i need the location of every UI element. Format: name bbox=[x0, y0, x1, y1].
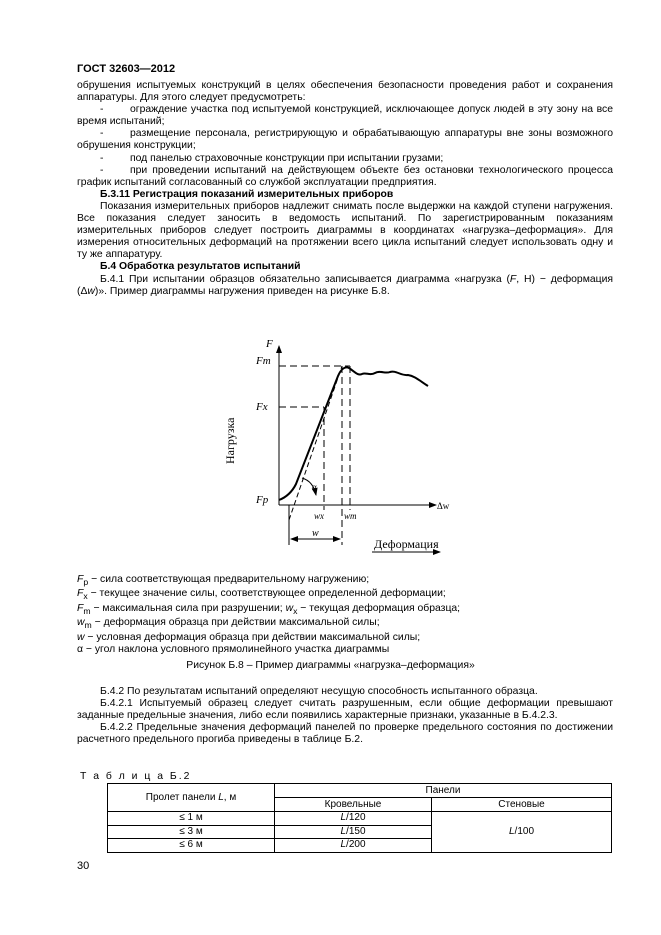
header-text: , м bbox=[223, 791, 237, 803]
cell-wall bbox=[432, 812, 612, 853]
cell-value: /200 bbox=[346, 839, 366, 851]
legend-text: − угол наклона условного прямолинейного участка диаграммы bbox=[83, 644, 390, 656]
header-text: Пролет панели bbox=[145, 791, 219, 803]
xlabel: Деформация bbox=[374, 537, 439, 551]
header-symbol: L bbox=[218, 791, 224, 803]
legend-text: − текущее значение силы, соответствующее определенной деформации; bbox=[87, 588, 446, 600]
section-heading-b311: Б.3.11 Регистрация показаний измерительных приборов bbox=[100, 188, 394, 200]
table-header-row bbox=[108, 784, 612, 798]
legend-item bbox=[77, 617, 613, 631]
bullet-dash: - bbox=[100, 152, 104, 164]
bullet-text: при проведении испытаний на действующем объекте без остановки технологического процесса график испытаний согласованный со службой эксплуатации предприятия. bbox=[77, 164, 613, 188]
cell-value: /150 bbox=[346, 825, 366, 837]
table-title: Т а б л и ц а Б.2 bbox=[80, 771, 192, 782]
cell-span: ≤ 6 м bbox=[108, 839, 275, 853]
text-fragment: )». Пример диаграммы нагружения приведен на рисунке Б.8. bbox=[94, 285, 390, 297]
bullet-text: размещение персонала, регистрирующую и обрабатывающую аппаратуры вне зоны возможного обрушения конструкции; bbox=[77, 128, 613, 152]
document-header: ГОСТ 32603—2012 bbox=[77, 63, 176, 75]
bullet-item bbox=[77, 128, 613, 152]
text-fragment: Б.4.1 При испытании образцов обязательно записывается диаграмма «нагрузка ( bbox=[100, 273, 510, 285]
legend-subscript: x bbox=[83, 591, 88, 602]
legend-text: − текущая деформация образца; bbox=[297, 602, 461, 614]
cell-value: /120 bbox=[346, 812, 366, 824]
legend-symbol: F bbox=[77, 588, 84, 600]
x-axis-symbol: Δw bbox=[437, 501, 450, 511]
cell-symbol: L bbox=[340, 825, 347, 837]
linear-extension bbox=[289, 366, 342, 520]
paragraph-b422: Б.4.2.2 Предельные значения деформаций панелей по проверке предельного состояния по достижении расчетного предельного прогиба приведены в таблице Б.2. bbox=[77, 722, 613, 746]
bullet-item bbox=[77, 104, 613, 128]
cell-roof bbox=[275, 825, 432, 839]
legend-item bbox=[77, 574, 613, 588]
paragraph-b421: Б.4.2.1 Испытуемый образец следует считать разрушенным, если общие деформации превышают заданные предельные значения, либо если появились характерные признаки, указанные в Б.4.2.3. bbox=[77, 698, 613, 722]
load-curve bbox=[279, 367, 428, 500]
legend-symbol: α bbox=[77, 644, 84, 656]
legend-subscript: x bbox=[293, 606, 298, 617]
fx-label: Fx bbox=[256, 401, 268, 413]
legend-item bbox=[77, 644, 613, 656]
legend-subscript: p bbox=[83, 577, 89, 588]
legend-text: − максимальная сила при разрушении; bbox=[90, 602, 286, 614]
header-span-column bbox=[108, 784, 275, 812]
header-panels: Панели bbox=[275, 784, 612, 798]
fm-label: Fm bbox=[256, 355, 271, 367]
cell-roof bbox=[275, 812, 432, 826]
symbol-w: w bbox=[87, 285, 95, 297]
section-heading-b4: Б.4 Обработка результатов испытаний bbox=[100, 261, 301, 273]
cell-symbol: L bbox=[340, 839, 347, 851]
bullet-text: ограждение участка под испытуемой конструкцией, исключающее допуск людей в эту зону на все время испытаний; bbox=[77, 104, 613, 128]
legend-text: − деформация образца при действии максимальной силы; bbox=[91, 617, 380, 629]
bullet-dash: - bbox=[100, 104, 104, 116]
legend-symbol: w bbox=[77, 631, 85, 643]
header-roof: Кровельные bbox=[275, 798, 432, 812]
legend-subscript: m bbox=[84, 620, 92, 631]
bullet-item bbox=[77, 153, 613, 165]
legend-text: − сила соответствующая предварительному нагружению; bbox=[88, 574, 370, 585]
load-deformation-diagram bbox=[200, 325, 470, 560]
bullet-dash: - bbox=[100, 128, 104, 140]
legend-item bbox=[77, 603, 613, 617]
intro-section bbox=[77, 80, 613, 298]
table-row bbox=[108, 812, 612, 826]
cell-symbol: L bbox=[340, 812, 347, 824]
section-b42 bbox=[77, 686, 613, 746]
figure-caption: Рисунок Б.8 – Пример диаграммы «нагрузка–деформация» bbox=[186, 660, 475, 671]
legend-text: − условная деформация образца при действии максимальной силы; bbox=[84, 631, 421, 643]
bullet-text: под панелью страховочные конструкции при испытании грузами; bbox=[130, 152, 444, 164]
limits-table bbox=[107, 783, 612, 853]
section-text-b41 bbox=[77, 274, 613, 298]
legend-item bbox=[77, 632, 613, 644]
symbol-F: F bbox=[509, 273, 517, 285]
fp-label: Fp bbox=[256, 494, 269, 506]
w-label: w bbox=[312, 528, 319, 539]
paragraph-b42: Б.4.2 По результатам испытаний определяют несущую способность испытанного образца. bbox=[100, 686, 538, 697]
cell-span: ≤ 3 м bbox=[108, 825, 275, 839]
header-wall: Стеновые bbox=[432, 798, 612, 812]
legend-symbol: w bbox=[77, 617, 85, 629]
cell-roof bbox=[275, 839, 432, 853]
legend-symbol: F bbox=[77, 602, 84, 614]
legend-subscript: m bbox=[83, 606, 91, 617]
wx-label: wx bbox=[314, 511, 324, 521]
legend-item bbox=[77, 588, 613, 602]
figure-legend bbox=[77, 574, 613, 657]
alpha-label: α bbox=[312, 482, 317, 492]
bullet-dash: - bbox=[100, 164, 104, 176]
legend-symbol: w bbox=[285, 602, 294, 614]
page-number: 30 bbox=[77, 860, 90, 872]
ylabel-rotated: Нагрузка bbox=[223, 417, 237, 464]
wm-label: wm bbox=[344, 511, 357, 521]
y-axis-label: F bbox=[266, 338, 273, 350]
cell-span: ≤ 1 м bbox=[108, 812, 275, 826]
cell-value: /100 bbox=[514, 825, 535, 837]
section-text-b311: Показания измерительных приборов надлежит снимать после выдержки на каждой ступени нагружения. Все показания следует заносить в ведомость испытаний. По зарегистрированным показаниям измерительных приборов следует построить диаграммы в координатах «нагрузка–деформация». Для измерения относительных деформаций на протяжении всего цикла испытаний следует использовать одну и ту же аппаратуру. bbox=[77, 200, 613, 261]
legend-symbol: F bbox=[77, 574, 84, 585]
cell-symbol: L bbox=[508, 825, 515, 837]
text-fragment: , Н) − деформация (Δ bbox=[77, 273, 613, 297]
bullet-item bbox=[77, 165, 613, 189]
intro-paragraph: обрушения испытуемых конструкций в целях обеспечения безопасности проведения работ и сохранения аппаратуры. Для этого следует предусмотреть: bbox=[77, 80, 613, 104]
